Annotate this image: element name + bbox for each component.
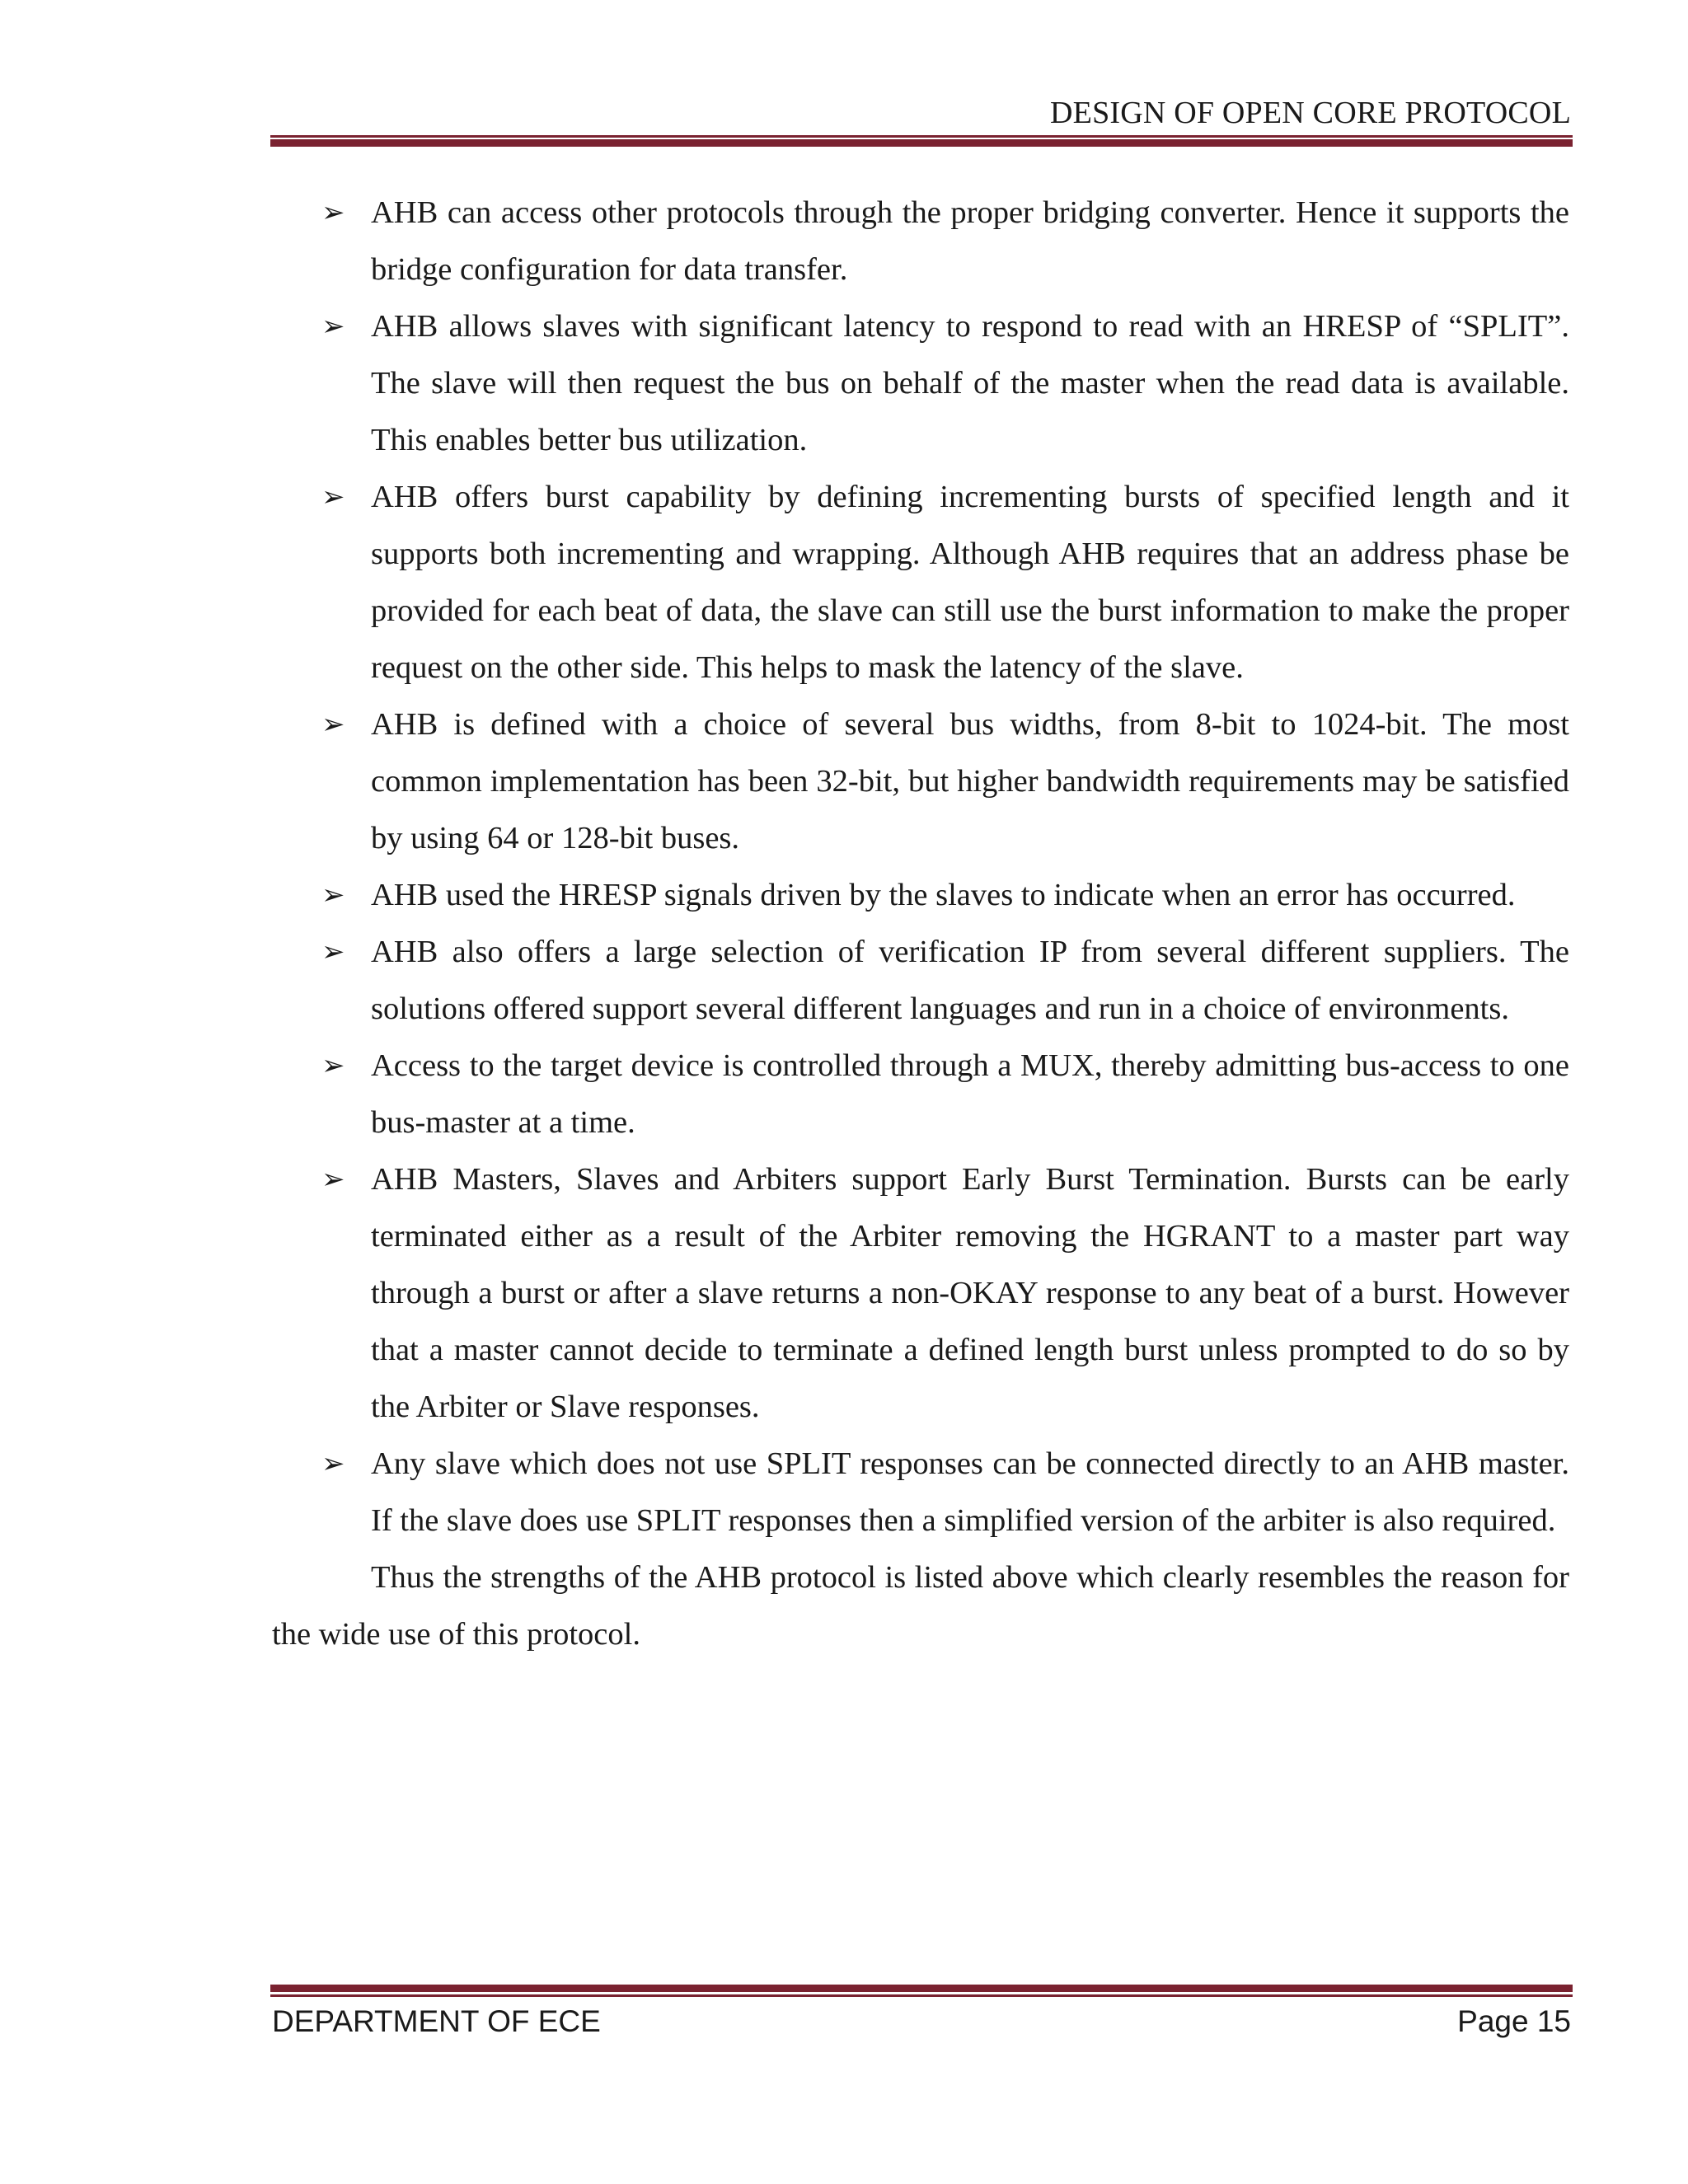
arrow-bullet-icon: ➢ xyxy=(321,1163,345,1196)
arrow-bullet-icon: ➢ xyxy=(321,1049,345,1082)
arrow-bullet-icon: ➢ xyxy=(321,480,345,513)
arrow-bullet-icon: ➢ xyxy=(321,879,345,912)
bullet-text: AHB also offers a large selection of verification IP from several different suppliers. The solutions offered support several different languages and run in a choice of environments. xyxy=(371,935,1569,1026)
arrow-bullet-icon: ➢ xyxy=(321,1447,345,1480)
bullet-item xyxy=(272,469,1569,696)
bullet-item xyxy=(272,924,1569,1038)
arrow-bullet-icon: ➢ xyxy=(321,196,345,229)
page-number: Page 15 xyxy=(1457,2004,1571,2038)
department-label: DEPARTMENT OF ECE xyxy=(272,2004,601,2038)
bullet-item xyxy=(272,1436,1569,1549)
bullet-text: AHB Masters, Slaves and Arbiters support Early Burst Termination. Bursts can be early terminated either as a result of the Arbiter removing the HGRANT to a master part way through a burst or after a slave returns a non-OKAY response to any beat of a burst. However that a master cannot decide to terminate a defined length burst unless prompted to do so by the Arbiter or Slave responses. xyxy=(371,1162,1569,1424)
bullet-item xyxy=(272,696,1569,867)
arrow-bullet-icon: ➢ xyxy=(321,708,345,741)
bullet-item xyxy=(272,1151,1569,1436)
bullet-text: AHB can access other protocols through the proper bridging converter. Hence it supports the bridge configuration for data transfer. xyxy=(371,195,1569,287)
bullet-text: Any slave which does not use SPLIT responses can be connected directly to an AHB master. If the slave does use SPLIT responses then a simplified version of the arbiter is also required. xyxy=(371,1446,1569,1538)
bullet-item xyxy=(272,867,1569,924)
bullet-text: AHB used the HRESP signals driven by the slaves to indicate when an error has occurred. xyxy=(371,878,1516,912)
running-footer xyxy=(272,1999,1571,2045)
bullet-text: AHB offers burst capability by defining incrementing bursts of specified length and it supports both incrementing and wrapping. Although AHB requires that an address phase be provided for each beat of data, the slave can still use the burst information to make the proper request on the other side. This helps to mask the latency of the slave. xyxy=(371,480,1569,685)
bullet-item xyxy=(272,1038,1569,1151)
footer-rule-thin xyxy=(270,1994,1573,1997)
header-rule-thin xyxy=(270,135,1573,138)
arrow-bullet-icon: ➢ xyxy=(321,310,345,343)
bullet-item xyxy=(272,185,1569,298)
summary-paragraph: Thus the strengths of the AHB protocol is listed above which clearly resembles the reason for the wide use of this protocol. xyxy=(272,1560,1569,1652)
running-header: DESIGN OF OPEN CORE PROTOCOL xyxy=(1050,96,1571,130)
page-body xyxy=(272,185,1569,1663)
bullet-text: Access to the target device is controlled through a MUX, thereby admitting bus-access to one bus-master at a time. xyxy=(371,1048,1569,1140)
footer-rule-thick xyxy=(270,1985,1573,1992)
arrow-bullet-icon: ➢ xyxy=(321,935,345,968)
bullet-text: AHB allows slaves with significant latency to respond to read with an HRESP of “SPLIT”. The slave will then request the bus on behalf of the master when the read data is available. This enables better bus utilization. xyxy=(371,309,1569,457)
bullet-item xyxy=(272,298,1569,469)
header-rule-thick xyxy=(270,139,1573,147)
bullet-text: AHB is defined with a choice of several bus widths, from 8-bit to 1024-bit. The most common implementation has been 32-bit, but higher bandwidth requirements may be satisfied by using 64 or 128-bit buses. xyxy=(371,707,1569,855)
